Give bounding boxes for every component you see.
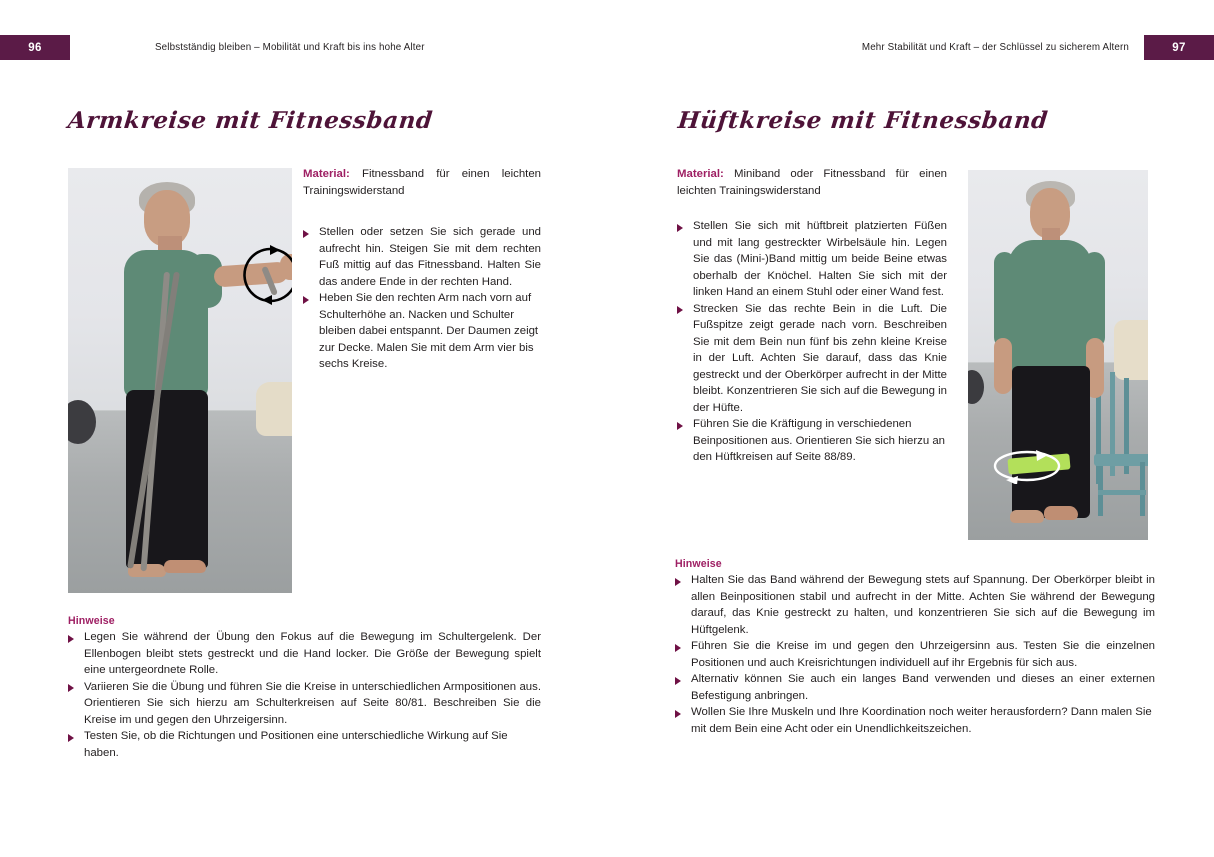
list-item: Halten Sie das Band während der Bewegung stets auf Spannung. Der Oberkörper bleibt in allen Beinpositionen stabil und aufrecht in der Mitte. Achten Sie während der Bewegung darauf, das Knie gestreckt zu halten, und konzentrieren Sie sich auf die Bewegung im Hüftgelenk. [675, 572, 1155, 638]
exercise-photo-armkreise [68, 168, 292, 593]
material-label-left: Material: [303, 168, 350, 180]
running-head-left [0, 35, 607, 60]
hinweise-block-right [675, 558, 1155, 737]
list-item: Stellen oder setzen Sie sich gerade und aufrecht hin. Steigen Sie mit dem rechten Fuß mittig auf das Fitnessband. Halten Sie das andere Ende in der rechten Hand. [303, 224, 541, 290]
page-number-right: 97 [1144, 35, 1214, 60]
material-line-right [677, 166, 947, 199]
hinweise-heading-left: Hinweise [68, 615, 115, 627]
hinweise-ul-right [675, 572, 1155, 737]
list-item: Wollen Sie Ihre Muskeln und Ihre Koordination noch weiter herausfordern? Dann malen Sie mit dem Bein eine Acht oder ein Unendlichkeitszeichen. [675, 704, 1155, 737]
photo-figure-foot-left [1010, 510, 1044, 523]
right-page [607, 0, 1214, 857]
list-item: Stellen Sie sich mit hüftbreit platzierten Füßen und mit lang gestreckter Wirbelsäule hin. Legen Sie das (Mini-)Band mittig um beide Beine etwas oberhalb der Knöchel. Halten Sie sich mit der linken Hand an einem Stuhl oder einer Wand fest. [677, 218, 947, 301]
photo-figure-pants [126, 390, 208, 568]
photo-figure-torso [1008, 240, 1092, 374]
list-item: Alternativ können Sie auch ein langes Band verwenden und dieses an einer externen Befestigung anbringen. [675, 671, 1155, 704]
photo-figure-forearm-left [994, 338, 1012, 394]
photo-figure-foot-right [1044, 506, 1078, 520]
steps-ul-left [303, 224, 541, 373]
list-item: Führen Sie die Kräftigung in verschiedenen Beinpositionen aus. Orientieren Sie sich hierzu an den Hüftkreisen auf Seite 88/89. [677, 416, 947, 466]
material-text-left: Fitnessband für einen leichten Trainingswiderstand [303, 168, 541, 197]
page-number-left: 96 [0, 35, 70, 60]
hinweise-heading-right: Hinweise [675, 558, 722, 570]
steps-ul-right [677, 218, 947, 466]
exercise-photo-hueftkreise [968, 170, 1148, 540]
running-head-right [607, 35, 1214, 60]
exercise-title-right: Hüftkreise mit Fitnessband [676, 107, 1050, 134]
material-text-right: Miniband oder Fitnessband für einen leichten Trainingswiderstand [677, 168, 947, 197]
exercise-title-left: Armkreise mit Fitnessband [66, 107, 435, 134]
photo-figure-foot-right [164, 560, 206, 573]
running-head-text-left: Selbstständig bleiben – Mobilität und Kraft bis ins hohe Alter [155, 42, 425, 53]
list-item: Führen Sie die Kreise im und gegen den Uhrzeigersinn aus. Testen Sie die einzelnen Positionen und auch Kreisrichtungen individuell auf ihr Ergebnis für sich aus. [675, 638, 1155, 671]
list-item: Variieren Sie die Übung und führen Sie die Kreise in unterschiedlichen Armpositionen aus. Orientieren Sie sich hierzu am Schulterkreisen auf Seite 80/81. Beschreiben Sie die Kreise im und gegen den Uhrzeigersinn. [68, 679, 541, 729]
list-item: Strecken Sie das rechte Bein in die Luft. Die Fußspitze zeigt gerade nach vorn. Beschreiben Sie mit dem Bein nun fünf bis zehn kleine Kreise in der Luft. Achten Sie darauf, dass das Knie gestreckt und der Oberkörper aufrecht in der Mitte bleibt. Konzentrieren Sie sich auf die Bewegung in der Hüfte. [677, 301, 947, 417]
photo-prop-chair [256, 382, 292, 436]
material-line-left [303, 166, 541, 199]
photo-figure-pants [1012, 366, 1090, 518]
steps-list-left [303, 224, 541, 373]
photo-figure-foot-left [128, 564, 166, 577]
hinweise-block-left [68, 615, 541, 761]
running-head-text-right: Mehr Stabilität und Kraft – der Schlüssel zu sicherem Altern [861, 42, 1129, 53]
list-item: Testen Sie, ob die Richtungen und Positionen eine unterschiedliche Wirkung auf Sie haben. [68, 728, 541, 761]
list-item: Heben Sie den rechten Arm nach vorn auf Schulterhöhe an. Nacken und Schulter bleiben dabei entspannt. Der Daumen zeigt zur Decke. Malen Sie mit dem Arm vier bis sechs Kreise. [303, 290, 541, 373]
hip-circle-arrow-icon [992, 448, 1062, 484]
hinweise-ul-left [68, 629, 541, 761]
list-item: Legen Sie während der Übung den Fokus auf die Bewegung im Schultergelenk. Der Ellenbogen bleibt stets gestreckt und die Hand locker. Die Größe der Bewegung spielt eine untergeordnete Rolle. [68, 629, 541, 679]
material-label-right: Material: [677, 168, 724, 180]
steps-list-right [677, 218, 947, 466]
arm-circle-arrow-icon [240, 244, 292, 306]
